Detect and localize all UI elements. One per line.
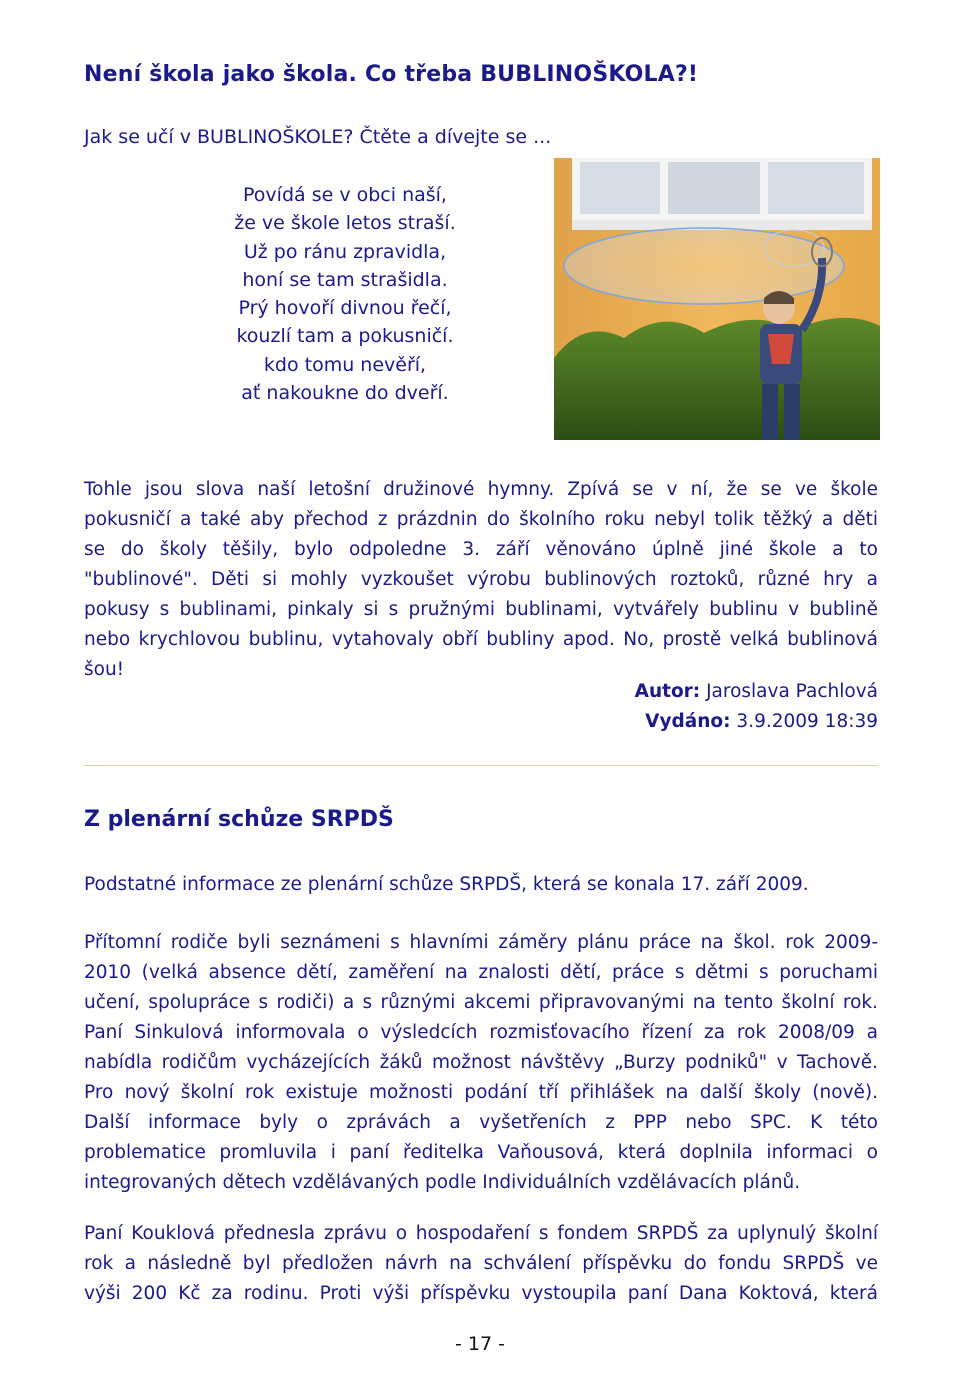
- article-title: Není škola jako škola. Co třeba BUBLINOŠKOLA?!: [84, 62, 699, 87]
- page-number: - 17 -: [455, 1333, 505, 1355]
- published-label: Vydáno:: [645, 711, 731, 732]
- section-paragraph-2: [84, 1219, 878, 1309]
- lead-line: Podstatné informace ze plenární schůze SRPDŠ, která se konala 17. září 2009.: [84, 874, 809, 895]
- body-line: "bublinové". Děti si mohly vyzkoušet výrobu bublinových roztoků, různé hry a: [84, 569, 878, 590]
- paragraph-line: problematice promluvila i paní ředitelka Vaňousová, která doplnila informaci o: [84, 1142, 878, 1163]
- poem-line: ať nakoukne do dveří.: [241, 382, 449, 405]
- body-line: Tohle jsou slova naší letošní družinové hymny. Zpívá se v ní, že se ve škole: [84, 479, 878, 500]
- author-line: [635, 681, 878, 702]
- poem-line: Povídá se v obci naší,: [243, 184, 447, 206]
- body-line: šou!: [84, 659, 125, 680]
- bubble-photo: [554, 158, 880, 440]
- body-line: se do školy těšily, bylo odpoledne 3. září věnováno úplně jiné škole a to: [84, 539, 878, 560]
- body-line: pokusničí a také aby přechod z prázdnin do školního roku nebyl tolik těžký a děti: [84, 509, 878, 530]
- section-lead: [84, 870, 878, 900]
- section-paragraph-1: [84, 928, 878, 1198]
- body-line: pokusy s bublinami, pinkaly si s pružnými bublinami, vytvářely bublinu v bublině: [84, 599, 878, 620]
- paragraph-line: Další informace byly o zprávách a vyšetřeních z PPP nebo SPC. K této: [84, 1112, 878, 1133]
- paragraph-line: Pro nový školní rok existuje možnosti podání tří přihlášek na další školy (nově).: [84, 1082, 878, 1103]
- paragraph-line: výši 200 Kč za rodinu. Proti výši příspěvku vystoupila paní Dana Koktová, která: [84, 1283, 878, 1304]
- paragraph-line: 2010 (velká absence dětí, zaměření na znalosti dětí, práce s dětmi s poruchami: [84, 962, 878, 983]
- poem-line: kouzlí tam a pokusničí.: [236, 325, 454, 348]
- poem-line: honí se tam strašidla.: [242, 268, 448, 291]
- article-body: [84, 475, 878, 685]
- published-date: 3.9.2009 18:39: [736, 711, 878, 732]
- poem: [150, 181, 540, 407]
- paragraph-line: nabídla rodičům vycházejících žáků možnost návštěvy „Burzy podniků" v Tachově.: [84, 1052, 878, 1073]
- body-line: nebo krychlovou bublinu, vytahovaly obří bubliny apod. No, prostě velká bublinová: [84, 629, 878, 650]
- paragraph-line: Paní Kouklová přednesla zprávu o hospodaření s fondem SRPDŠ za uplynulý školní: [84, 1223, 878, 1244]
- section-title: Z plenární schůze SRPDŠ: [84, 807, 394, 832]
- article-intro: Jak se učí v BUBLINOŠKOLE? Čtěte a dívejte se ...: [84, 126, 552, 148]
- poem-line: Prý hovoří divnou řečí,: [238, 297, 452, 320]
- paragraph-line: Paní Sinkulová informovala o výsledcích rozmisťovacího řízení za rok 2008/09 a: [84, 1022, 878, 1043]
- section-divider: [84, 765, 878, 766]
- poem-line: že ve škole letos straší.: [234, 212, 456, 235]
- paragraph-line: učení, spolupráce s rodiči) a s různými akcemi připravovanými na tento školní rok.: [84, 992, 878, 1013]
- author-name: Jaroslava Pachlová: [706, 681, 878, 702]
- published-line: [645, 711, 878, 732]
- poem-line: Už po ránu zpravidla,: [243, 240, 447, 263]
- poem-line: kdo tomu nevěří,: [263, 353, 427, 376]
- author-label: Autor:: [634, 681, 701, 702]
- paragraph-line: Přítomní rodiče byli seznámeni s hlavními záměry plánu práce na škol. rok 2009-: [84, 932, 878, 953]
- paragraph-line: integrovaných dětech vzdělávaných podle Individuálních vzdělávacích plánů.: [84, 1172, 801, 1193]
- paragraph-line: rok a následně byl předložen návrh na schválení příspěvku do fondu SRPDŠ ve: [84, 1253, 878, 1274]
